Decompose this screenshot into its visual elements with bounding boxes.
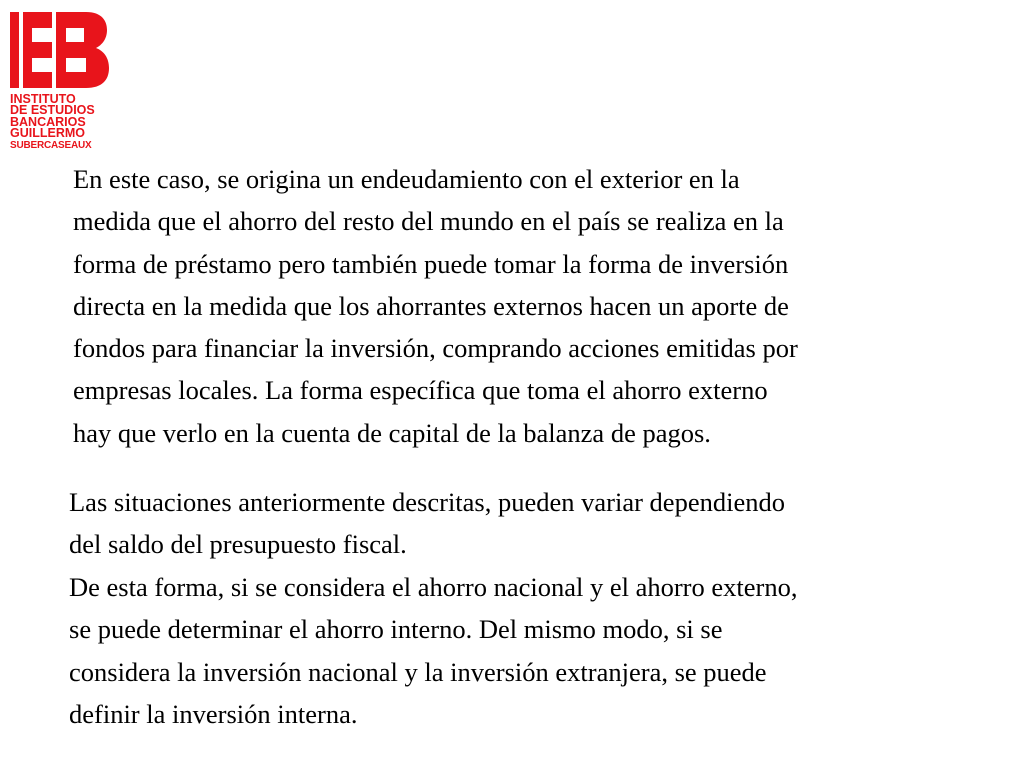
ieb-logo-mark-icon: [10, 12, 110, 88]
logo-line-4: GUILLERMO: [10, 126, 85, 141]
text-line: De esta forma, si se considera el ahorro nacional y el ahorro externo,: [69, 572, 798, 602]
text-line: empresas locales. La forma específica que toma el ahorro externo: [73, 375, 768, 406]
paragraph-external-debt: [73, 158, 798, 454]
text-line: directa en la medida que los ahorrantes externos hacen un aporte de: [73, 290, 789, 321]
text-line: considera la inversión nacional y la inversión extranjera, se puede: [69, 656, 767, 687]
text-line: Las situaciones anteriormente descritas, pueden variar dependiendo: [69, 487, 785, 517]
logo-text: [10, 94, 114, 151]
text-line: fondos para financiar la inversión, comprando acciones emitidas por: [73, 333, 798, 364]
paragraph-fiscal-budget: [69, 481, 785, 566]
paragraph-internal-savings: [69, 566, 797, 735]
text-line: se puede determinar el ahorro interno. Del mismo modo, si se: [69, 614, 723, 645]
text-line: medida que el ahorro del resto del mundo en el país se realiza en la: [73, 206, 784, 237]
text-line: hay que verlo en la cuenta de capital de la balanza de pagos.: [73, 417, 711, 448]
logo-line-2: DE ESTUDIOS: [10, 103, 95, 118]
text-line: definir la inversión interna.: [69, 698, 358, 729]
logo-line-5: SUBERCASEAUX: [10, 139, 92, 151]
logo-line-1: INSTITUTO: [10, 92, 76, 106]
text-line: forma de préstamo pero también puede tomar la forma de inversión: [73, 248, 789, 279]
text-line: En este caso, se origina un endeudamiento con el exterior en la: [73, 164, 740, 194]
institute-logo: [10, 12, 114, 158]
text-line: del saldo del presupuesto fiscal.: [69, 529, 407, 560]
logo-line-3: BANCARIOS: [10, 114, 86, 129]
